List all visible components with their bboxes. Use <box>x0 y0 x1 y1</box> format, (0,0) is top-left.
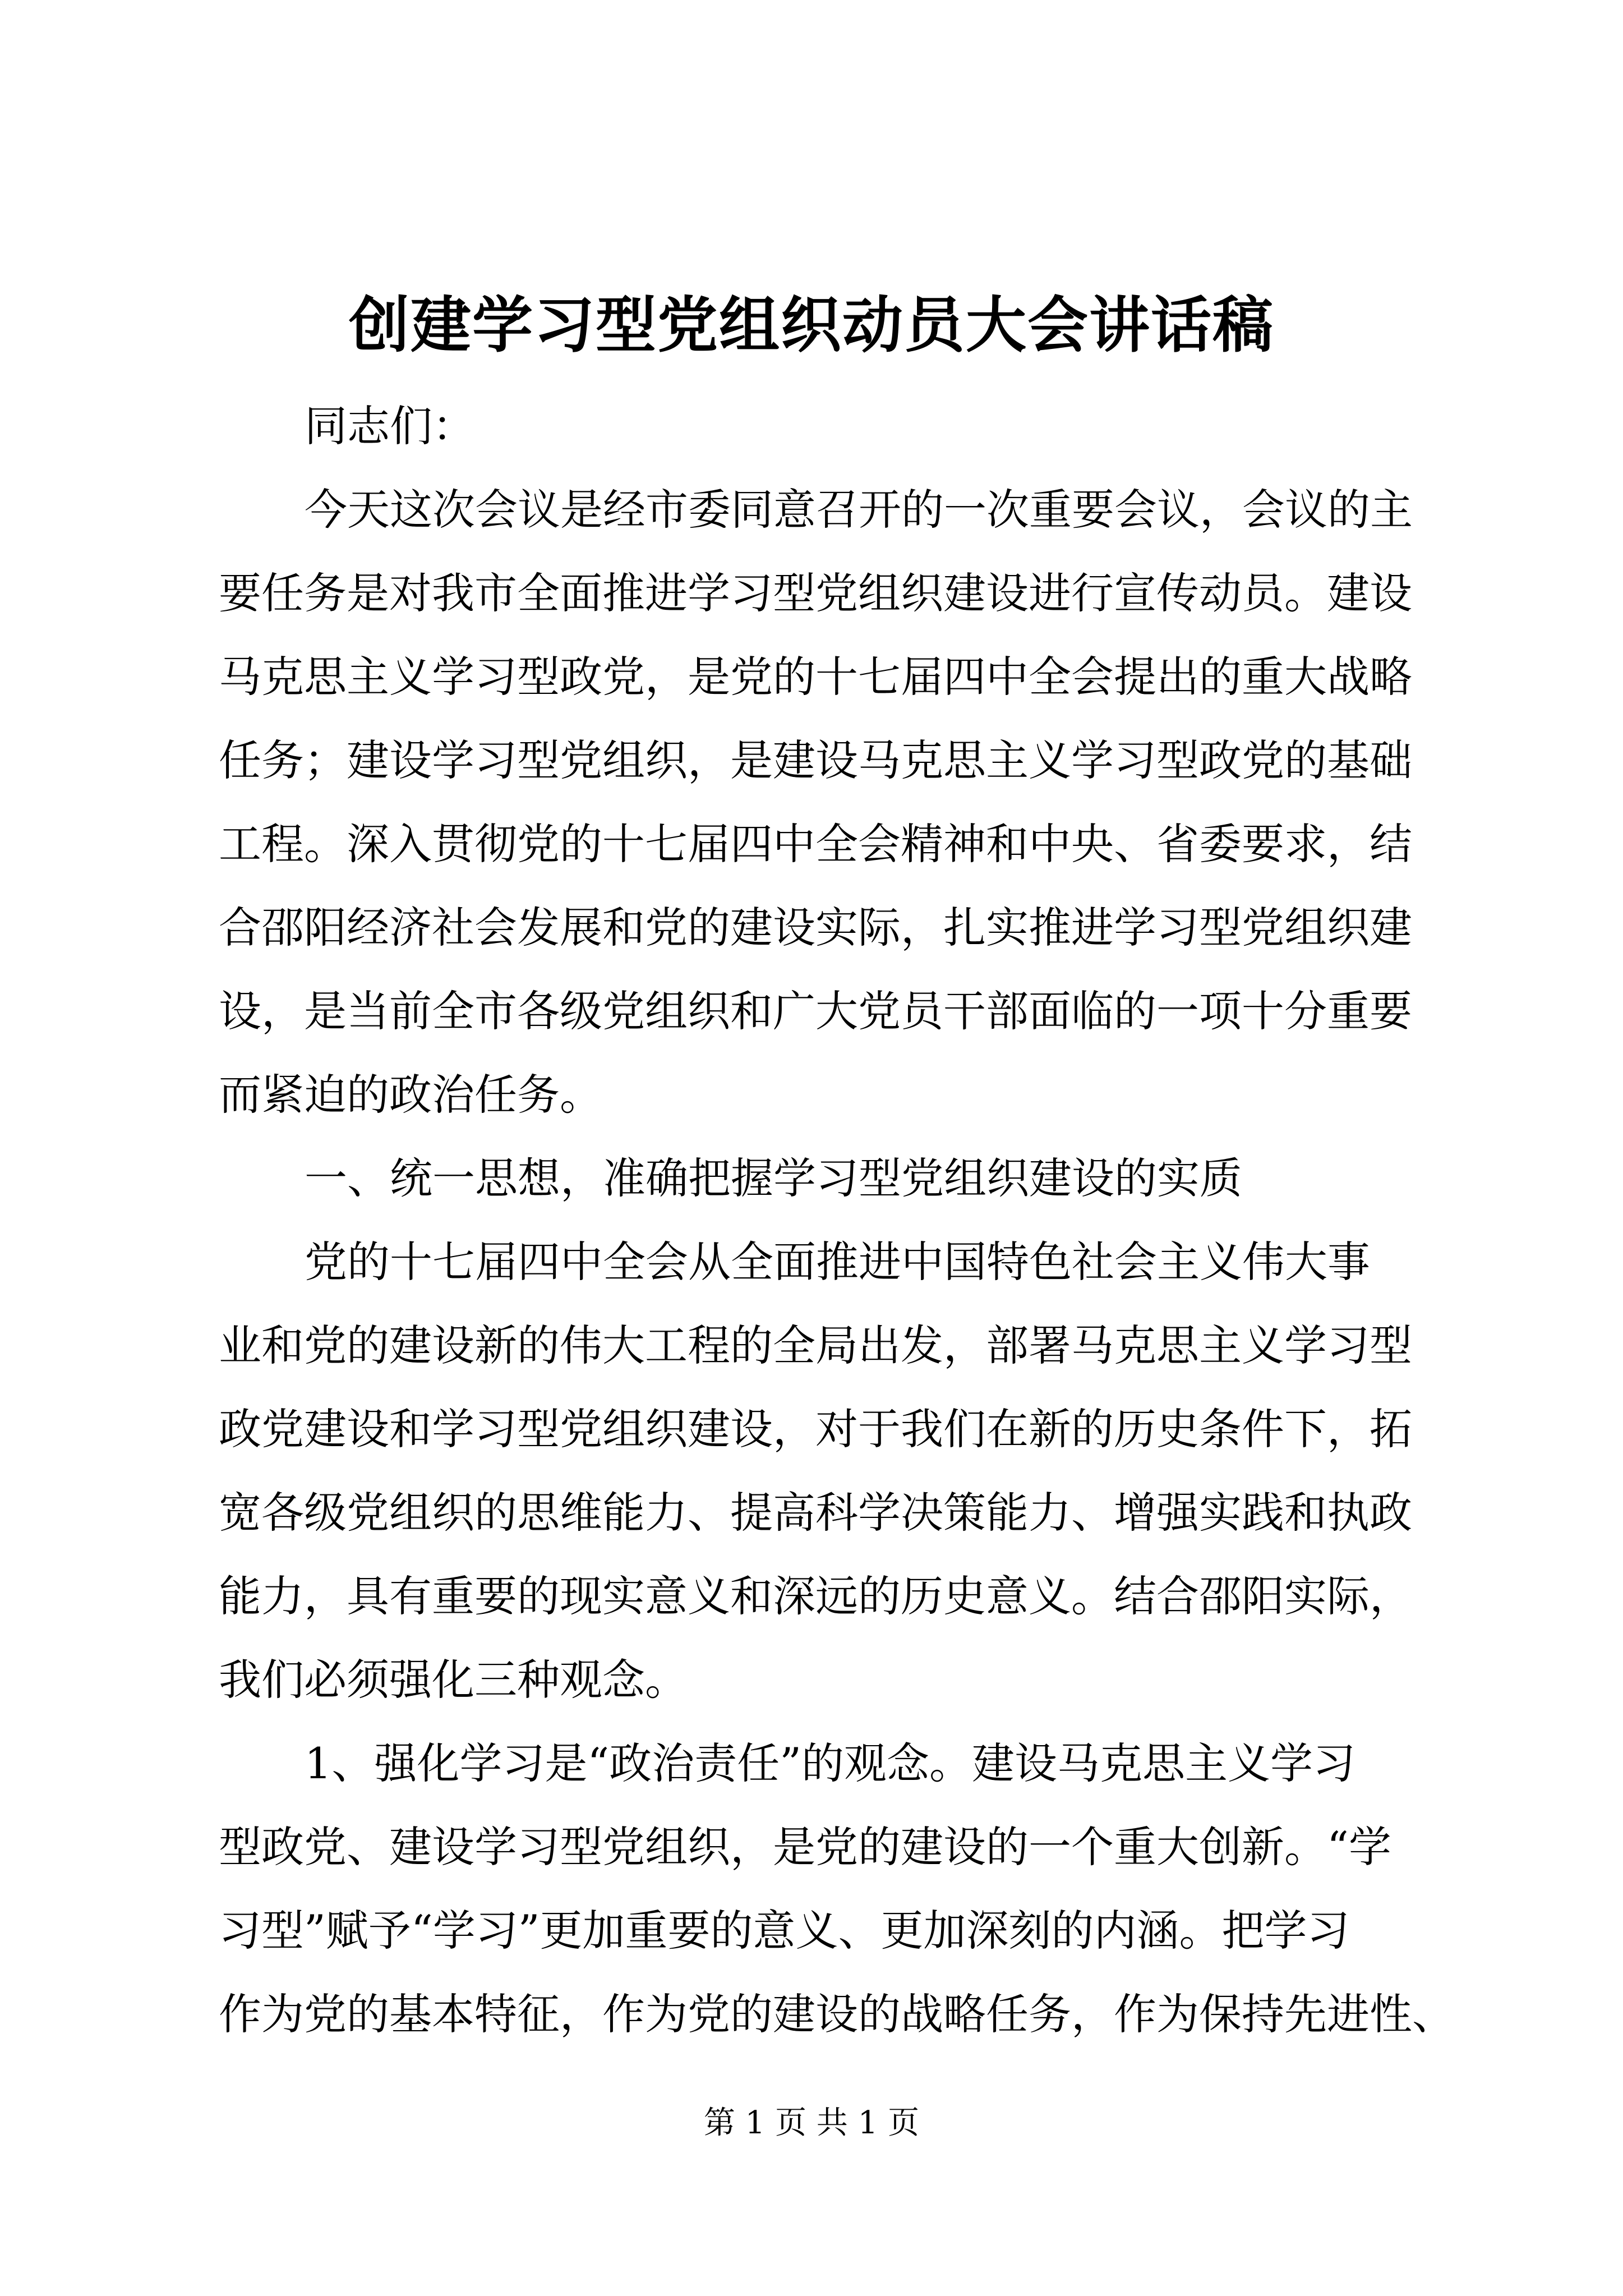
text-line: 而紧迫的政治任务。 <box>219 1070 602 1120</box>
text-line: 马克思主义学习型政党，是党的十七届四中全会提出的重大战略 <box>219 652 1412 702</box>
text-line: 1、强化学习是“政治责任”的观念。建设马克思主义学习 <box>305 1738 1356 1788</box>
text-line: 宽各级党组织的思维能力、提高科学决策能力、增强实践和执政 <box>219 1488 1412 1538</box>
text-line: 我们必须强化三种观念。 <box>219 1655 688 1705</box>
text-line: 能力，具有重要的现实意义和深远的历史意义。结合邵阳实际， <box>219 1571 1412 1621</box>
text-line: 一、统一思想，准确把握学习型党组织建设的实质 <box>305 1153 1242 1203</box>
page-footer <box>0 2101 1623 2146</box>
document-title: 创建学习型党组织动员大会讲话稿 <box>348 290 1274 361</box>
text-line: 任务；建设学习型党组织，是建设马克思主义学习型政党的基础 <box>219 735 1412 785</box>
text-line: 工程。深入贯彻党的十七届四中全会精神和中央、省委要求，结 <box>219 819 1412 869</box>
document-body <box>219 384 1455 2056</box>
text-line: 设，是当前全市各级党组织和广大党员干部面临的一项十分重要 <box>219 986 1412 1036</box>
text-line: 党的十七届四中全会从全面推进中国特色社会主义伟大事 <box>305 1237 1370 1287</box>
text-line: 要任务是对我市全面推进学习型党组织建设进行宣传动员。建设 <box>219 568 1412 618</box>
text-line: 政党建设和学习型党组织建设，对于我们在新的历史条件下，拓 <box>219 1404 1412 1454</box>
text-line: 习型”赋予“学习”更加重要的意义、更加深刻的内涵。把学习 <box>219 1906 1350 1955</box>
text-line: 型政党、建设学习型党组织，是党的建设的一个重大创新。“学 <box>219 1822 1391 1872</box>
text-line: 作为党的基本特征，作为党的建设的战略任务，作为保持先进性、 <box>219 1989 1455 2039</box>
page-number-label: 第 1 页 共 1 页 <box>703 2105 920 2141</box>
text-line: 今天这次会议是经市委同意召开的一次重要会议，会议的主 <box>305 485 1413 535</box>
text-line: 合邵阳经济社会发展和党的建设实际，扎实推进学习型党组织建 <box>219 903 1412 953</box>
text-line: 业和党的建设新的伟大工程的全局出发，部署马克思主义学习型 <box>219 1320 1412 1370</box>
text-line: 同志们： <box>305 401 475 451</box>
